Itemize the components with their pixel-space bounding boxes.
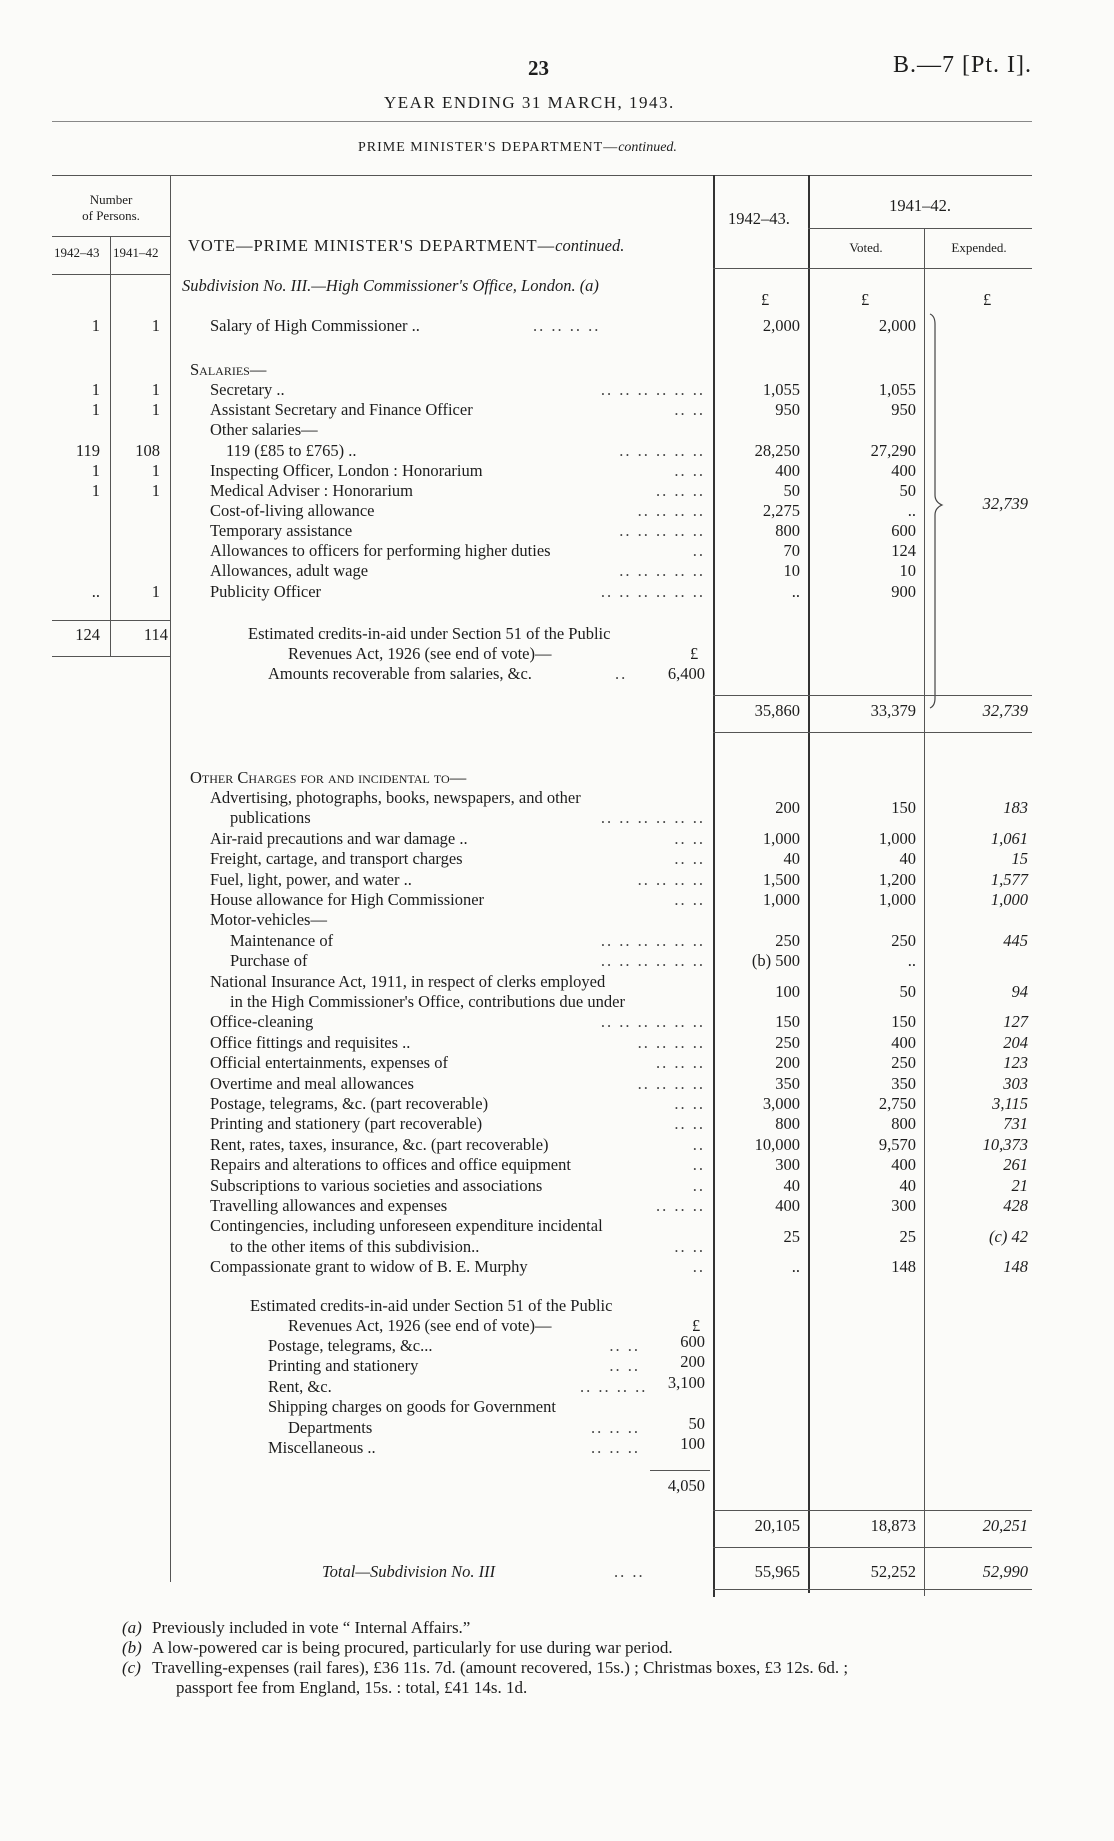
table-top-rule <box>52 175 1032 176</box>
amount-voted: 350 <box>891 1073 916 1093</box>
persons-1941: 1 <box>151 380 160 399</box>
persons-1941: 108 <box>135 441 160 460</box>
salary-item-label: Assistant Secretary and Finance Officer <box>210 400 473 419</box>
amount-voted: 2,750 <box>878 1094 916 1113</box>
charge-item-label: Advertising, photographs, books, newspapers, and other <box>210 788 581 807</box>
amount-voted: 800 <box>891 1114 916 1134</box>
subdivision-title: Subdivision No. III.—High Commissioner's Office, London. (a) <box>182 276 599 295</box>
credit-item-label: Printing and stationery <box>268 1356 419 1376</box>
amount-voted: 25 <box>899 1226 916 1246</box>
leader-dots: .. <box>692 541 705 560</box>
leader-dots: .. .. <box>609 1356 640 1376</box>
other-credits-total: 4,050 <box>667 1476 705 1495</box>
amount-expended: 3,115 <box>992 1094 1028 1113</box>
charge-item-label-continued: in the High Commissioner's Office, contributions due under <box>230 992 625 1011</box>
currency-expended: £ <box>983 290 992 309</box>
leader-dots: .. .. .. .. .. .. <box>600 951 705 971</box>
persons-1941: 1 <box>151 481 160 500</box>
salaries-credits-label: Estimated credits-in-aid under Section 51 of the Public <box>248 624 611 643</box>
other-subtotal-voted: 18,873 <box>870 1516 916 1535</box>
salary-item-label: Allowances, adult wage <box>210 561 369 580</box>
amount-voted: 250 <box>891 1053 916 1073</box>
salary-item-label: Other salaries— <box>210 420 318 439</box>
amount-expended: 21 <box>1011 1175 1028 1195</box>
year-title: YEAR ENDING 31 MARCH, 1943. <box>384 93 675 112</box>
amount-voted: 600 <box>891 521 916 540</box>
leader-dots: .. .. .. <box>591 1417 640 1437</box>
leader-dots: .. .. <box>674 1114 705 1134</box>
salary-item-label: Temporary assistance <box>210 521 353 540</box>
salaries-subtotal-voted: 33,379 <box>870 701 916 720</box>
leader-dots: .. <box>692 1155 705 1175</box>
amount-1942: 400 <box>775 461 800 480</box>
persons-1941-heading: 1941–42 <box>113 245 159 260</box>
charge-item-label-continued: publications <box>230 808 311 828</box>
credit-item-amount: 50 <box>688 1413 705 1433</box>
other-subtotal-expended: 20,251 <box>982 1516 1028 1535</box>
salary-item-label: Medical Adviser : Honorarium <box>210 481 413 500</box>
persons-year-divider <box>110 236 111 656</box>
amount-1942: 50 <box>783 481 800 500</box>
other-credits-label: Estimated credits-in-aid under Section 51 of the Public <box>250 1296 613 1315</box>
persons-total-1941: 114 <box>143 625 168 644</box>
charge-item-label: Repairs and alterations to offices and office equipment <box>210 1155 571 1175</box>
amount-1942: 200 <box>775 798 800 818</box>
amount-voted: 400 <box>891 461 916 480</box>
amount-expended: 303 <box>1003 1073 1028 1093</box>
leader-dots: .. .. <box>674 828 705 848</box>
leader-dots: .. .. <box>674 849 705 869</box>
salaries-credits-amount: 6,400 <box>667 664 705 683</box>
footnote-mark: (c) <box>122 1658 141 1677</box>
total-voted: 52,252 <box>870 1562 916 1581</box>
amount-1942: .. <box>791 582 800 601</box>
persons-1942-heading: 1942–43 <box>54 245 100 260</box>
department-title: PRIME MINISTER'S DEPARTMENT—continued. <box>358 140 677 155</box>
amount-1942: 800 <box>775 521 800 540</box>
salary-item-label: Inspecting Officer, London : Honorarium <box>210 461 483 480</box>
amount-1942: 70 <box>783 541 800 560</box>
persons-1942: 1 <box>91 481 100 500</box>
voted-heading: Voted. <box>849 240 883 255</box>
leader-dots: .. .. .. .. .. <box>619 561 705 580</box>
persons-1942: .. <box>91 582 100 601</box>
charge-item-label: Purchase of <box>230 951 308 971</box>
amount-voted: 27,290 <box>870 441 916 460</box>
amount-voted: 50 <box>899 481 916 500</box>
charge-item-label: Printing and stationery (part recoverable) <box>210 1114 483 1134</box>
amount-1942: 10,000 <box>754 1134 800 1154</box>
amount-1942: 100 <box>775 982 800 1001</box>
charge-item-label: House allowance for High Commissioner <box>210 890 485 909</box>
leader-dots: .. .. .. .. .. .. <box>600 582 705 601</box>
amount-1942: 2,275 <box>762 501 800 520</box>
leader-dots: .. .. <box>674 400 705 419</box>
amount-voted: 50 <box>899 982 916 1001</box>
amount-expended: 1,000 <box>990 890 1028 909</box>
leader-dots: .. .. <box>674 890 705 909</box>
credit-item-label: Departments <box>288 1417 373 1437</box>
amount-1942: 25 <box>783 1226 800 1246</box>
charge-item-label: Office-cleaning <box>210 1012 314 1032</box>
total-expended: 52,990 <box>982 1562 1028 1581</box>
credit-item-label: Rent, &c. <box>268 1376 332 1396</box>
amount-voted: 400 <box>891 1032 916 1052</box>
persons-1941: 1 <box>151 582 160 601</box>
charge-item-label: Official entertainments, expenses of <box>210 1053 448 1073</box>
salaries-heading: Salaries— <box>190 360 267 379</box>
salary-item-label: Allowances to officers for performing higher duties <box>210 541 551 560</box>
amount-expended: 10,373 <box>982 1134 1028 1154</box>
amount-voted: 1,000 <box>878 890 916 909</box>
amount-1942: 300 <box>775 1155 800 1175</box>
header-rule <box>52 121 1032 122</box>
amount-voted: 250 <box>891 930 916 950</box>
credit-item-label: Miscellaneous .. <box>268 1438 376 1457</box>
amount-1942: 1,500 <box>762 869 800 889</box>
persons-1942: 1 <box>91 380 100 399</box>
charge-item-label: Fuel, light, power, and water .. <box>210 869 412 889</box>
amount-1942: 1,055 <box>762 380 800 399</box>
year-1942-heading: 1942–43. <box>728 209 790 228</box>
credit-item-amount: 3,100 <box>667 1372 705 1392</box>
amount-1942: 1,000 <box>762 828 800 848</box>
charge-item-label-continued: to the other items of this subdivision.. <box>230 1236 480 1256</box>
charge-item-label: Overtime and meal allowances <box>210 1073 414 1093</box>
credit-item-label: Shipping charges on goods for Government <box>268 1397 556 1417</box>
amount-1942: 400 <box>775 1196 800 1215</box>
other-subtotal-1942: 20,105 <box>754 1516 800 1535</box>
persons-1942: 1 <box>91 316 100 335</box>
amount-expended: 148 <box>1003 1257 1028 1277</box>
amount-voted: 1,000 <box>878 828 916 848</box>
persons-column-divider <box>170 175 171 1582</box>
leader-dots: .. .. .. .. <box>637 869 705 889</box>
amount-voted: 2,000 <box>878 316 916 335</box>
vote-title: VOTE—PRIME MINISTER'S DEPARTMENT—continued. <box>188 236 625 255</box>
salaries-subtotal-1942: 35,860 <box>754 701 800 720</box>
year-1941-heading: 1941–42. <box>889 196 951 215</box>
amount-1942: (b) 500 <box>751 951 800 971</box>
charge-item-label: Contingencies, including unforeseen expenditure incidental <box>210 1216 603 1236</box>
amount-expended: 15 <box>1011 849 1028 869</box>
amount-1942: 3,000 <box>762 1094 800 1113</box>
amount-1942: 250 <box>775 1032 800 1052</box>
amount-1942: 40 <box>783 1175 800 1195</box>
amount-voted: 950 <box>891 400 916 419</box>
amount-expended: 731 <box>1003 1114 1028 1134</box>
leader-dots: .. .. .. .. .. .. <box>600 808 705 828</box>
amount-1942: 10 <box>783 561 800 580</box>
leader-dots: .. <box>692 1257 705 1277</box>
amount-voted: 900 <box>891 582 916 601</box>
footnote-mark: (b) <box>122 1638 142 1657</box>
amount-voted: 1,055 <box>878 380 916 399</box>
leader-dots: .. .. .. <box>656 1196 705 1215</box>
leader-dots: .. .. <box>674 1094 705 1113</box>
amount-expended: 183 <box>1003 798 1028 818</box>
amount-1942: .. <box>791 1257 800 1277</box>
salary-item-label: Cost-of-living allowance <box>210 501 375 520</box>
amount-voted: .. <box>907 951 916 971</box>
amount-expended: 445 <box>1003 930 1028 950</box>
amount-voted: 1,200 <box>878 869 916 889</box>
leader-dots: .. .. .. <box>656 1053 705 1073</box>
amount-voted: 40 <box>899 849 916 869</box>
leader-dots: .. .. .. .. <box>580 1376 648 1396</box>
charge-item-label: Compassionate grant to widow of B. E. Murphy <box>210 1257 528 1277</box>
amount-voted: 400 <box>891 1155 916 1175</box>
persons-total-1942: 124 <box>75 625 100 644</box>
charge-item-label: Rent, rates, taxes, insurance, &c. (part recoverable) <box>210 1134 549 1154</box>
amount-expended: 1,577 <box>990 869 1028 889</box>
amount-expended: 127 <box>1003 1012 1028 1032</box>
amount-1942: 1,000 <box>762 890 800 909</box>
amount-voted: 148 <box>891 1257 916 1277</box>
credit-item-label: Postage, telegrams, &c... <box>268 1336 433 1355</box>
salary-item-label: Publicity Officer <box>210 582 322 601</box>
currency-voted: £ <box>861 290 870 309</box>
persons-1942: 1 <box>91 400 100 419</box>
leader-dots: .. .. <box>609 1336 640 1355</box>
amount-voted: 40 <box>899 1175 916 1195</box>
persons-1941: 1 <box>151 461 160 480</box>
charge-item-label: National Insurance Act, 1911, in respect of clerks employed <box>210 971 606 991</box>
amount-expended: 94 <box>1011 982 1028 1001</box>
amount-1942: 250 <box>775 930 800 950</box>
charge-item-label: Maintenance of <box>230 930 334 950</box>
footnote-text: passport fee from England, 15s. : total, £41 14s. 1d. <box>176 1678 528 1697</box>
amount-expended: (c) 42 <box>989 1226 1028 1246</box>
amount-column-divider <box>713 175 715 1597</box>
amount-expended: 1,061 <box>990 828 1028 848</box>
amount-expended: 261 <box>1003 1155 1028 1175</box>
leader-dots: .. .. .. .. .. <box>619 521 705 540</box>
leader-dots: .. .. .. <box>656 481 705 500</box>
leader-dots: .. <box>692 1134 705 1154</box>
charge-item-label: Subscriptions to various societies and associations <box>210 1175 543 1195</box>
charge-item-label: Motor-vehicles— <box>210 910 327 930</box>
amount-voted: 124 <box>891 541 916 560</box>
credit-item-amount: 100 <box>680 1434 705 1453</box>
credit-item-amount: 200 <box>680 1352 705 1372</box>
amount-1942: 200 <box>775 1053 800 1073</box>
amount-1942: 350 <box>775 1073 800 1093</box>
leader-dots: .. .. .. .. .. .. <box>600 930 705 950</box>
leader-dots: .. .. <box>674 1236 705 1256</box>
leader-dots: .. .. .. .. <box>637 1032 705 1052</box>
leader-dots: .. .. .. .. .. <box>619 441 705 460</box>
charge-item-label: Travelling allowances and expenses <box>210 1196 448 1215</box>
persons-1941: 1 <box>151 400 160 419</box>
amount-expended: 204 <box>1003 1032 1028 1052</box>
charge-item-label: Freight, cartage, and transport charges <box>210 849 463 869</box>
salary-item-label: Secretary .. <box>210 380 285 399</box>
persons-heading: Number of Persons. <box>82 192 140 223</box>
amount-1942: 950 <box>775 400 800 419</box>
currency-1942: £ <box>761 290 770 309</box>
charge-item-label: Air-raid precautions and war damage .. <box>210 828 468 848</box>
amount-1942: 28,250 <box>754 441 800 460</box>
leader-dots: .. .. <box>674 461 705 480</box>
leader-dots: .. .. .. .. <box>637 501 705 520</box>
footnote-text: Previously included in vote “ Internal Affairs.” <box>152 1618 471 1637</box>
voted-column-divider <box>924 228 925 1596</box>
persons-1941: 1 <box>151 316 160 335</box>
total-label: Total—Subdivision No. III <box>322 1562 496 1581</box>
footnote-mark: (a) <box>122 1618 142 1637</box>
high-commissioner-salary-label: Salary of High Commissioner .. <box>210 316 420 335</box>
salary-item-label: 119 (£85 to £765) .. <box>226 441 357 460</box>
amount-voted: .. <box>907 501 916 520</box>
amount-expended: 428 <box>1003 1196 1028 1215</box>
leader-dots: .. .. .. .. .. .. <box>600 380 705 399</box>
amount-1942: 40 <box>783 849 800 869</box>
total-1942: 55,965 <box>754 1562 800 1581</box>
amount-voted: 150 <box>891 798 916 818</box>
amount-1942: 150 <box>775 1012 800 1032</box>
leader-dots: .. .. .. <box>591 1438 640 1457</box>
leader-dots: .. .. .. .. <box>637 1073 705 1093</box>
charge-item-label: Office fittings and requisites .. <box>210 1032 411 1052</box>
salaries-expended-total: 32,739 <box>982 494 1028 513</box>
persons-1942: 1 <box>91 461 100 480</box>
leader-dots: .. <box>692 1175 705 1195</box>
credit-item-amount: 600 <box>680 1332 705 1351</box>
footnote-text: Travelling-expenses (rail fares), £36 11s. 7d. (amount recovered, 15s.) ; Christmas boxes, £3 12s. 6d. ; <box>152 1658 849 1677</box>
amount-voted: 10 <box>899 561 916 580</box>
persons-1942: 119 <box>75 441 100 460</box>
amount-1942: 800 <box>775 1114 800 1134</box>
salaries-subtotal-expended: 32,739 <box>982 701 1028 720</box>
leader-dots: .. .. .. .. .. .. <box>600 1012 705 1032</box>
expended-heading: Expended. <box>951 240 1007 255</box>
document-reference: B.—7 [Pt. I]. <box>893 52 1032 78</box>
amount-voted: 9,570 <box>878 1134 916 1154</box>
page-number: 23 <box>528 56 549 80</box>
amount-voted: 300 <box>891 1196 916 1215</box>
amount-voted: 150 <box>891 1012 916 1032</box>
charge-item-label: Postage, telegrams, &c. (part recoverable) <box>210 1094 489 1113</box>
amount-1942: 2,000 <box>762 316 800 335</box>
footnote-text: A low-powered car is being procured, particularly for use during war period. <box>152 1638 673 1657</box>
expended-brace <box>926 312 956 710</box>
other-charges-heading: Other Charges for and incidental to— <box>190 768 467 787</box>
amount-expended: 123 <box>1003 1053 1028 1073</box>
